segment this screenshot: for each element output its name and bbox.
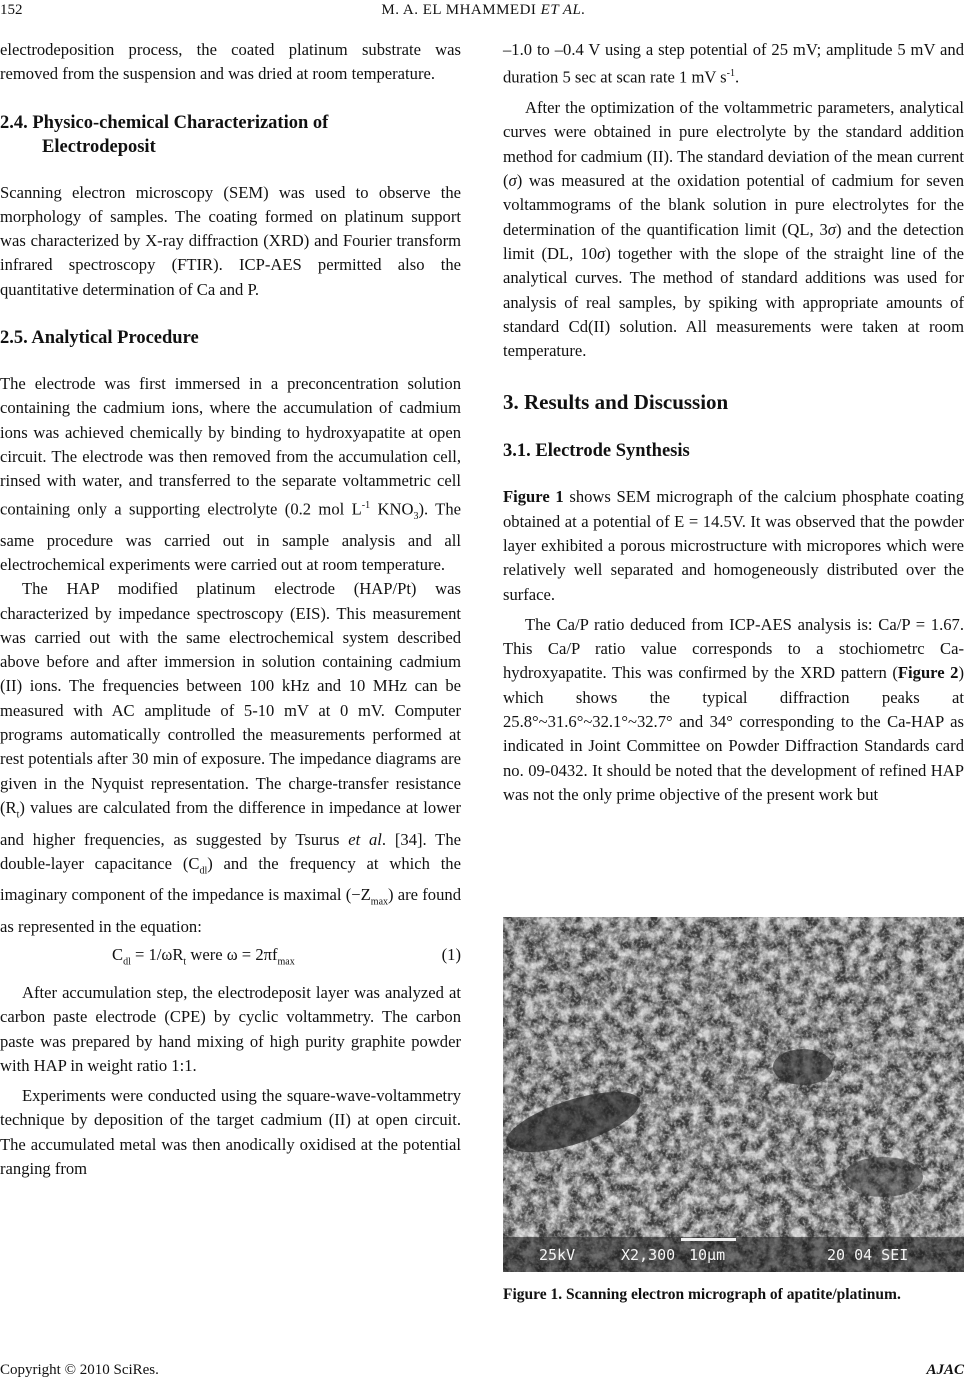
- left-column: [0, 38, 461, 1181]
- section-2-4-title-line2: Electrodeposit: [42, 136, 156, 157]
- continued-paragraph: –1.0 to –0.4 V using a step potential of 25 mV; amplitude 5 mV and duration 5 sec at scan rate 1 mV $s^{-1}$.: [503, 40, 964, 87]
- section-2-5-paragraph-3: After accumulation step, the electrodeposit layer was analyzed at carbon paste electrode (CPE) by cyclic voltammetry. The carbon paste was prepared by hand mixing of high purity graphite powder with HAP in weight ratio 1:1.: [0, 983, 461, 1075]
- sem-info-bar: [503, 1244, 964, 1266]
- journal-name: AJAC: [926, 1362, 964, 1378]
- section-2-5-paragraph-4: Experiments were conducted using the square-wave-voltammetry technique by deposition of the target cadmium (II) at open circuit. The accumulated metal was then anodically oxidised at the potential ranging from: [0, 1086, 461, 1179]
- running-head: [0, 2, 967, 19]
- equation-1: [0, 943, 461, 975]
- sem-micrograph-image: [503, 917, 964, 1272]
- section-2-4-paragraph: Scanning electron microscopy (SEM) was used to observe the morphology of samples. The coating formed on platinum support was characterized by X-ray diffraction (XRD) and Fourier transform infrared spectroscopy (FTIR). ICP-AES permitted also the quantitative determination of Ca and P.: [0, 182, 461, 299]
- section-2-4-title-line1: Physico-chemical Characterization of: [32, 112, 329, 133]
- sem-magnification: X2,300: [621, 1246, 676, 1264]
- page-footer: [0, 1362, 967, 1384]
- section-3-1-paragraph-2: The Ca/P ratio deduced from ICP-AES analysis is: Ca/P = 1.67. This Ca/P ratio value corresponds to a stochiometrc Ca-hydroxyapatite. This was confirmed by the XRD pattern (Figure 2) which shows the typical diffraction peaks at 25.8°~31.6°~32.1°~32.7° and 34° corresponding to the Ca-HAP as indicated in Joint Committee on Powder Diffraction Standards card no. 09-0432. It should be noted that the development of refined HAP was not the only prime objective of the present work but: [503, 614, 965, 804]
- sem-voltage: 25kV: [539, 1246, 576, 1264]
- section-2-5-paragraph-2: The HAP modified platinum electrode (HAP/Pt) was characterized by impedance spectroscopy (EIS). This measurement was carried out with the same electrochemical system described above before and after immersion in solution containing cadmium (II) ions. The frequencies between 100 kHz and 10 MHz can be measured with AC amplitude of 5-10 mV at 0 mV. Computer programs automatically controlled the measurements performed at rest potentials after 30 min of exposure. The impedance diagrams are given in the Nyquist representation. The charge-transfer resistance $(R_t)$ values are calculated from the difference in impedance at lower and higher frequencies, as suggested by Tsurus et al. [34]. The double-layer capacitance $(C_{dl})$ and the frequency at which the imaginary component of the impedance is maximal $(-Z_{max})$ are found as represented in the equation:: [0, 579, 461, 937]
- running-head-authors: M. A. EL MHAMMEDI: [381, 2, 537, 18]
- copyright-text: Copyright © 2010 SciRes.: [0, 1362, 159, 1378]
- section-2-4-number: 2.4.: [0, 112, 28, 133]
- running-head-etal: ET AL.: [540, 2, 586, 18]
- section-3-1-paragraph-1: Figure 1 shows SEM micrograph of the calcium phosphate coating obtained at a potential of E = 14.5V. It was observed that the powder layer exhibited a porous microstructure with micropores which were relatively well separated and homogeneously distributed over the surface.: [503, 487, 964, 604]
- figure-1-caption: Figure 1. Scanning electron micrograph of apatite/platinum.: [503, 1286, 901, 1303]
- equation-number: (1): [441, 945, 461, 965]
- intro-paragraph: electrodeposition process, the coated platinum substrate was removed from the suspension and was dried at room temperature.: [0, 40, 461, 84]
- section-2-4-heading: [0, 111, 461, 159]
- section-2-5-paragraph-1: The electrode was first immersed in a preconcentration solution containing the cadmium ions, where the accumulation of cadmium ions was achieved chemically by binding to hydroxyapatite at open circuit. The electrode was then removed from the accumulation cell, rinsed with water, and transferred to the separate voltammetric cell containing only a supporting electrolyte (0.2 mol $L^{-1}$ $KNO_3$). The same procedure was carried out in sample analysis and all electrochemical experiments were carried out at room temperature.: [0, 374, 461, 574]
- optimization-paragraph: After the optimization of the voltammetric parameters, analytical curves were obtained in pure electrolyte by the standard addition method for cadmium (II). The standard deviation of the mean current (σ) was measured at the oxidation potential of cadmium for seven voltammograms of the blank solution in pure electrolytes for the determination of the quantification limit (QL, 3σ) and the detection limit (DL, 10σ) together with the slope of the straight line of the analytical curves. The method of standard additions was used for analysis of real samples, by spiking with appropriate amounts of standard Cd(II) solution. All measurements were taken at room temperature.: [503, 98, 964, 361]
- sem-scale-label: 10μm: [689, 1246, 726, 1264]
- page-header: [0, 0, 967, 28]
- section-3-1-heading: 3.1. Electrode Synthesis: [503, 441, 690, 462]
- right-column: [503, 38, 964, 807]
- equation-expression: $C_{dl} = 1/\omega R_t$ were $\omega = 2\pi f_{max}$: [112, 945, 295, 968]
- sem-code: 20 04 SEI: [827, 1246, 909, 1264]
- page-number: 152: [0, 2, 23, 18]
- section-3-heading: 3. Results and Discussion: [503, 390, 729, 415]
- section-2-5-heading: 2.5. Analytical Procedure: [0, 328, 199, 349]
- sem-micrograph-figure: [503, 917, 964, 1272]
- scale-bar: [681, 1238, 736, 1241]
